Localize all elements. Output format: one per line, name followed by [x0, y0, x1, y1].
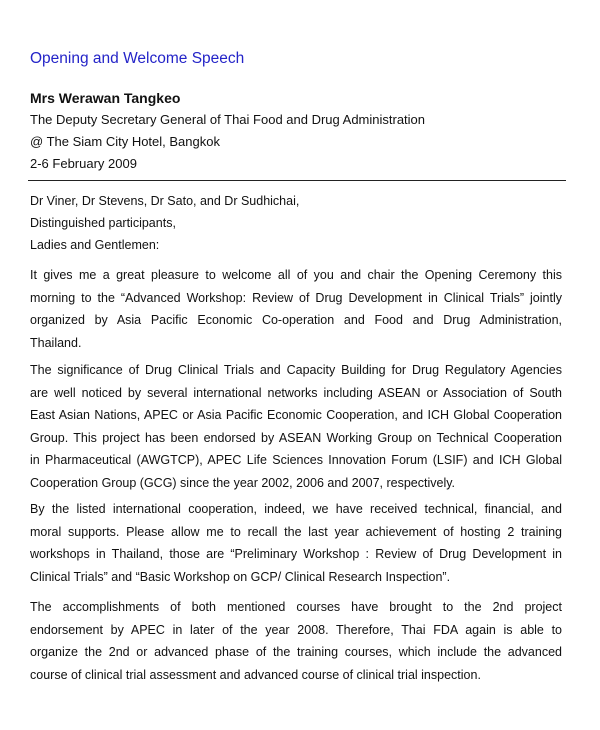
paragraph-accomplishments [30, 596, 562, 686]
paragraph-welcome [30, 264, 562, 354]
paragraph-line: endorsement by APEC in later of the year 2008. Therefore, Thai FDA again is able to [30, 622, 562, 637]
paragraph-significance [30, 359, 562, 494]
paragraph-line: morning to the “Advanced Workshop: Review of Drug Development in Clinical Trials” jointly [30, 290, 562, 305]
paragraph-line: workshops in Thailand, those are “Preliminary Workshop : Review of Drug Development in [30, 547, 562, 561]
event-date: 2-6 February 2009 [30, 156, 137, 171]
page-title: Opening and Welcome Speech [30, 50, 245, 67]
paragraph-line: in Pharmaceutical (AWGTCP), APEC Life Sciences Innovation Forum (LSIF) and ICH Global [30, 453, 562, 467]
paragraph-line: organized by Asia Pacific Economic Co-operation and Food and Drug Administration, [30, 313, 562, 327]
paragraph-line: The accomplishments of both mentioned courses have brought to the 2nd project [30, 600, 562, 614]
paragraph-line: It gives me a great pleasure to welcome all of you and chair the Opening Ceremony this [30, 268, 562, 282]
paragraph-line: course of clinical trial assessment and advanced course of clinical trial inspection. [30, 667, 481, 682]
salutation-line: Dr Viner, Dr Stevens, Dr Sato, and Dr Sudhichai, [30, 194, 300, 208]
speaker-title: The Deputy Secretary General of Thai Food and Drug Administration [30, 112, 426, 127]
paragraph-line: Cooperation Group (GCG) since the year 2002, 2006 and 2007, respectively. [30, 475, 456, 490]
paragraph-line: moral supports. Please allow me to recall the last year achievement of hosting 2 training [30, 524, 562, 539]
paragraph-line: Clinical Trials” and “Basic Workshop on GCP/ Clinical Research Inspection”. [30, 569, 451, 584]
venue: @ The Siam City Hotel, Bangkok [30, 134, 220, 149]
salutation-line: Distinguished participants, [30, 216, 176, 230]
paragraph-line: By the listed international cooperation, indeed, we have received technical, financial, and [30, 502, 562, 516]
paragraph-line: Thailand. [30, 335, 82, 350]
paragraph-line: organize the 2nd or advanced phase of the training courses, which include the advanced [30, 645, 562, 659]
speaker-name: Mrs Werawan Tangkeo [30, 90, 181, 106]
salutation-line: Ladies and Gentlemen: [30, 238, 160, 252]
paragraph-cooperation [30, 498, 562, 588]
paragraph-line: are well noticed by several international networks including ASEAN or Association of South [30, 385, 562, 400]
divider [28, 180, 566, 181]
paragraph-line: East Asian Nations, APEC or Asia Pacific Economic Cooperation, and ICH Global Cooperation [30, 408, 562, 422]
paragraph-line: Group. This project has been endorsed by ASEAN Working Group on Technical Cooperation [30, 430, 562, 445]
paragraph-line: The significance of Drug Clinical Trials and Capacity Building for Drug Regulatory Agencies [30, 363, 562, 377]
